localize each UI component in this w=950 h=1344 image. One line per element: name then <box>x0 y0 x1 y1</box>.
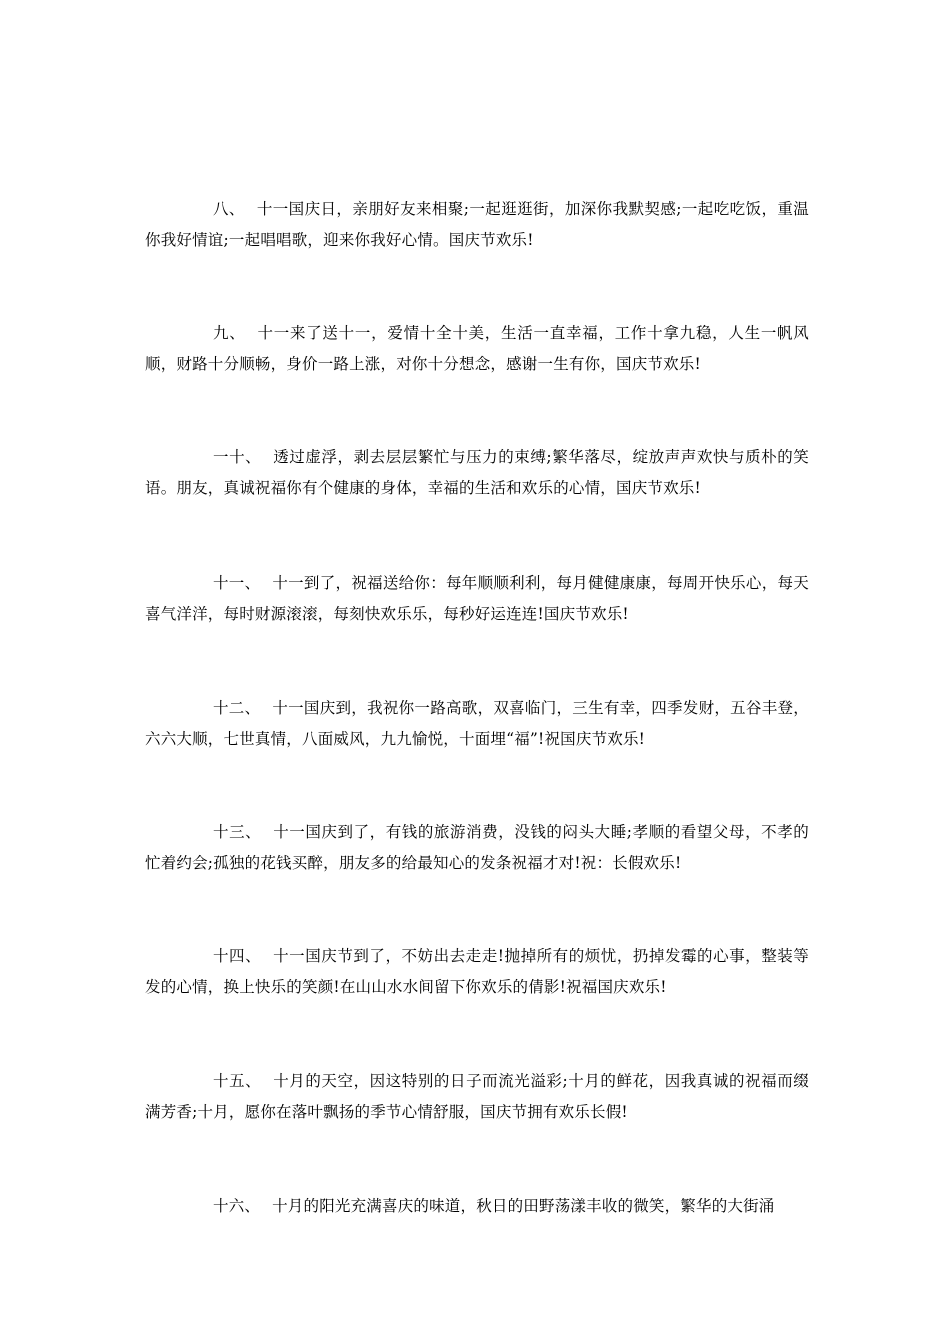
paragraph-text: 十一国庆到，我祝你一路高歌，双喜临门，三生有幸，四季发财，五谷丰登，六六大顺，七世真情，八面威风，九九愉悦，十面埋“福”!祝国庆节欢乐! <box>145 699 809 748</box>
paragraph-number: 十四、 <box>213 947 262 965</box>
paragraph-14 <box>145 941 809 1003</box>
paragraph-16 <box>145 1191 809 1222</box>
paragraph-text: 十一国庆节到了，不妨出去走走!抛掉所有的烦忧，扔掉发霉的心事，整装等发的心情，换上快乐的笑颜!在山山水水间留下你欢乐的倩影!祝福国庆欢乐! <box>145 947 810 996</box>
paragraph-number: 十二、 <box>213 699 261 717</box>
paragraph-15 <box>145 1066 809 1128</box>
paragraph-number: 十五、 <box>213 1072 262 1090</box>
paragraph-number: 八、 <box>213 200 245 218</box>
paragraph-text: 十月的阳光充满喜庆的味道，秋日的田野荡漾丰收的微笑，繁华的大街涌 <box>272 1197 775 1215</box>
paragraph-text: 十一国庆到了，有钱的旅游消费，没钱的闷头大睡;孝顺的看望父母，不孝的忙着约会;孤独的花钱买醉，朋友多的给最知心的发条祝福才对!祝：长假欢乐! <box>145 823 809 872</box>
paragraph-11 <box>145 568 809 630</box>
paragraph-10 <box>145 442 809 504</box>
paragraph-12 <box>145 693 809 755</box>
paragraph-text: 十月的天空，因这特别的日子而流光溢彩;十月的鲜花，因我真诚的祝福而缀满芳香;十月，愿你在落叶飘扬的季节心情舒服，国庆节拥有欢乐长假! <box>145 1072 809 1121</box>
paragraph-number: 十三、 <box>213 823 262 841</box>
paragraph-text: 透过虚浮，剥去层层繁忙与压力的束缚;繁华落尽，绽放声声欢快与质朴的笑语。朋友，真诚祝福你有个健康的身体，幸福的生活和欢乐的心情，国庆节欢乐! <box>145 448 809 497</box>
paragraph-number: 九、 <box>213 324 246 342</box>
paragraph-number: 十一、 <box>213 574 261 592</box>
paragraph-text: 十一到了，祝福送给你：每年顺顺利利，每月健健康康，每周开快乐心，每天喜气洋洋，每时财源滚滚，每刻快欢乐乐，每秒好运连连!国庆节欢乐! <box>145 574 809 623</box>
paragraph-text: 十一来了送十一，爱情十全十美，生活一直幸福，工作十拿九稳，人生一帆风顺，财路十分顺畅，身价一路上涨，对你十分想念，感谢一生有你，国庆节欢乐! <box>145 324 809 373</box>
paragraph-text: 十一国庆日，亲朋好友来相聚;一起逛逛街，加深你我默契感;一起吃吃饭，重温你我好情谊;一起唱唱歌，迎来你我好心情。国庆节欢乐! <box>145 200 809 249</box>
paragraph-9 <box>145 318 809 380</box>
paragraph-number: 十六、 <box>213 1197 261 1215</box>
paragraph-8 <box>145 194 809 256</box>
paragraph-13 <box>145 817 809 879</box>
paragraph-number: 一十、 <box>213 448 262 466</box>
